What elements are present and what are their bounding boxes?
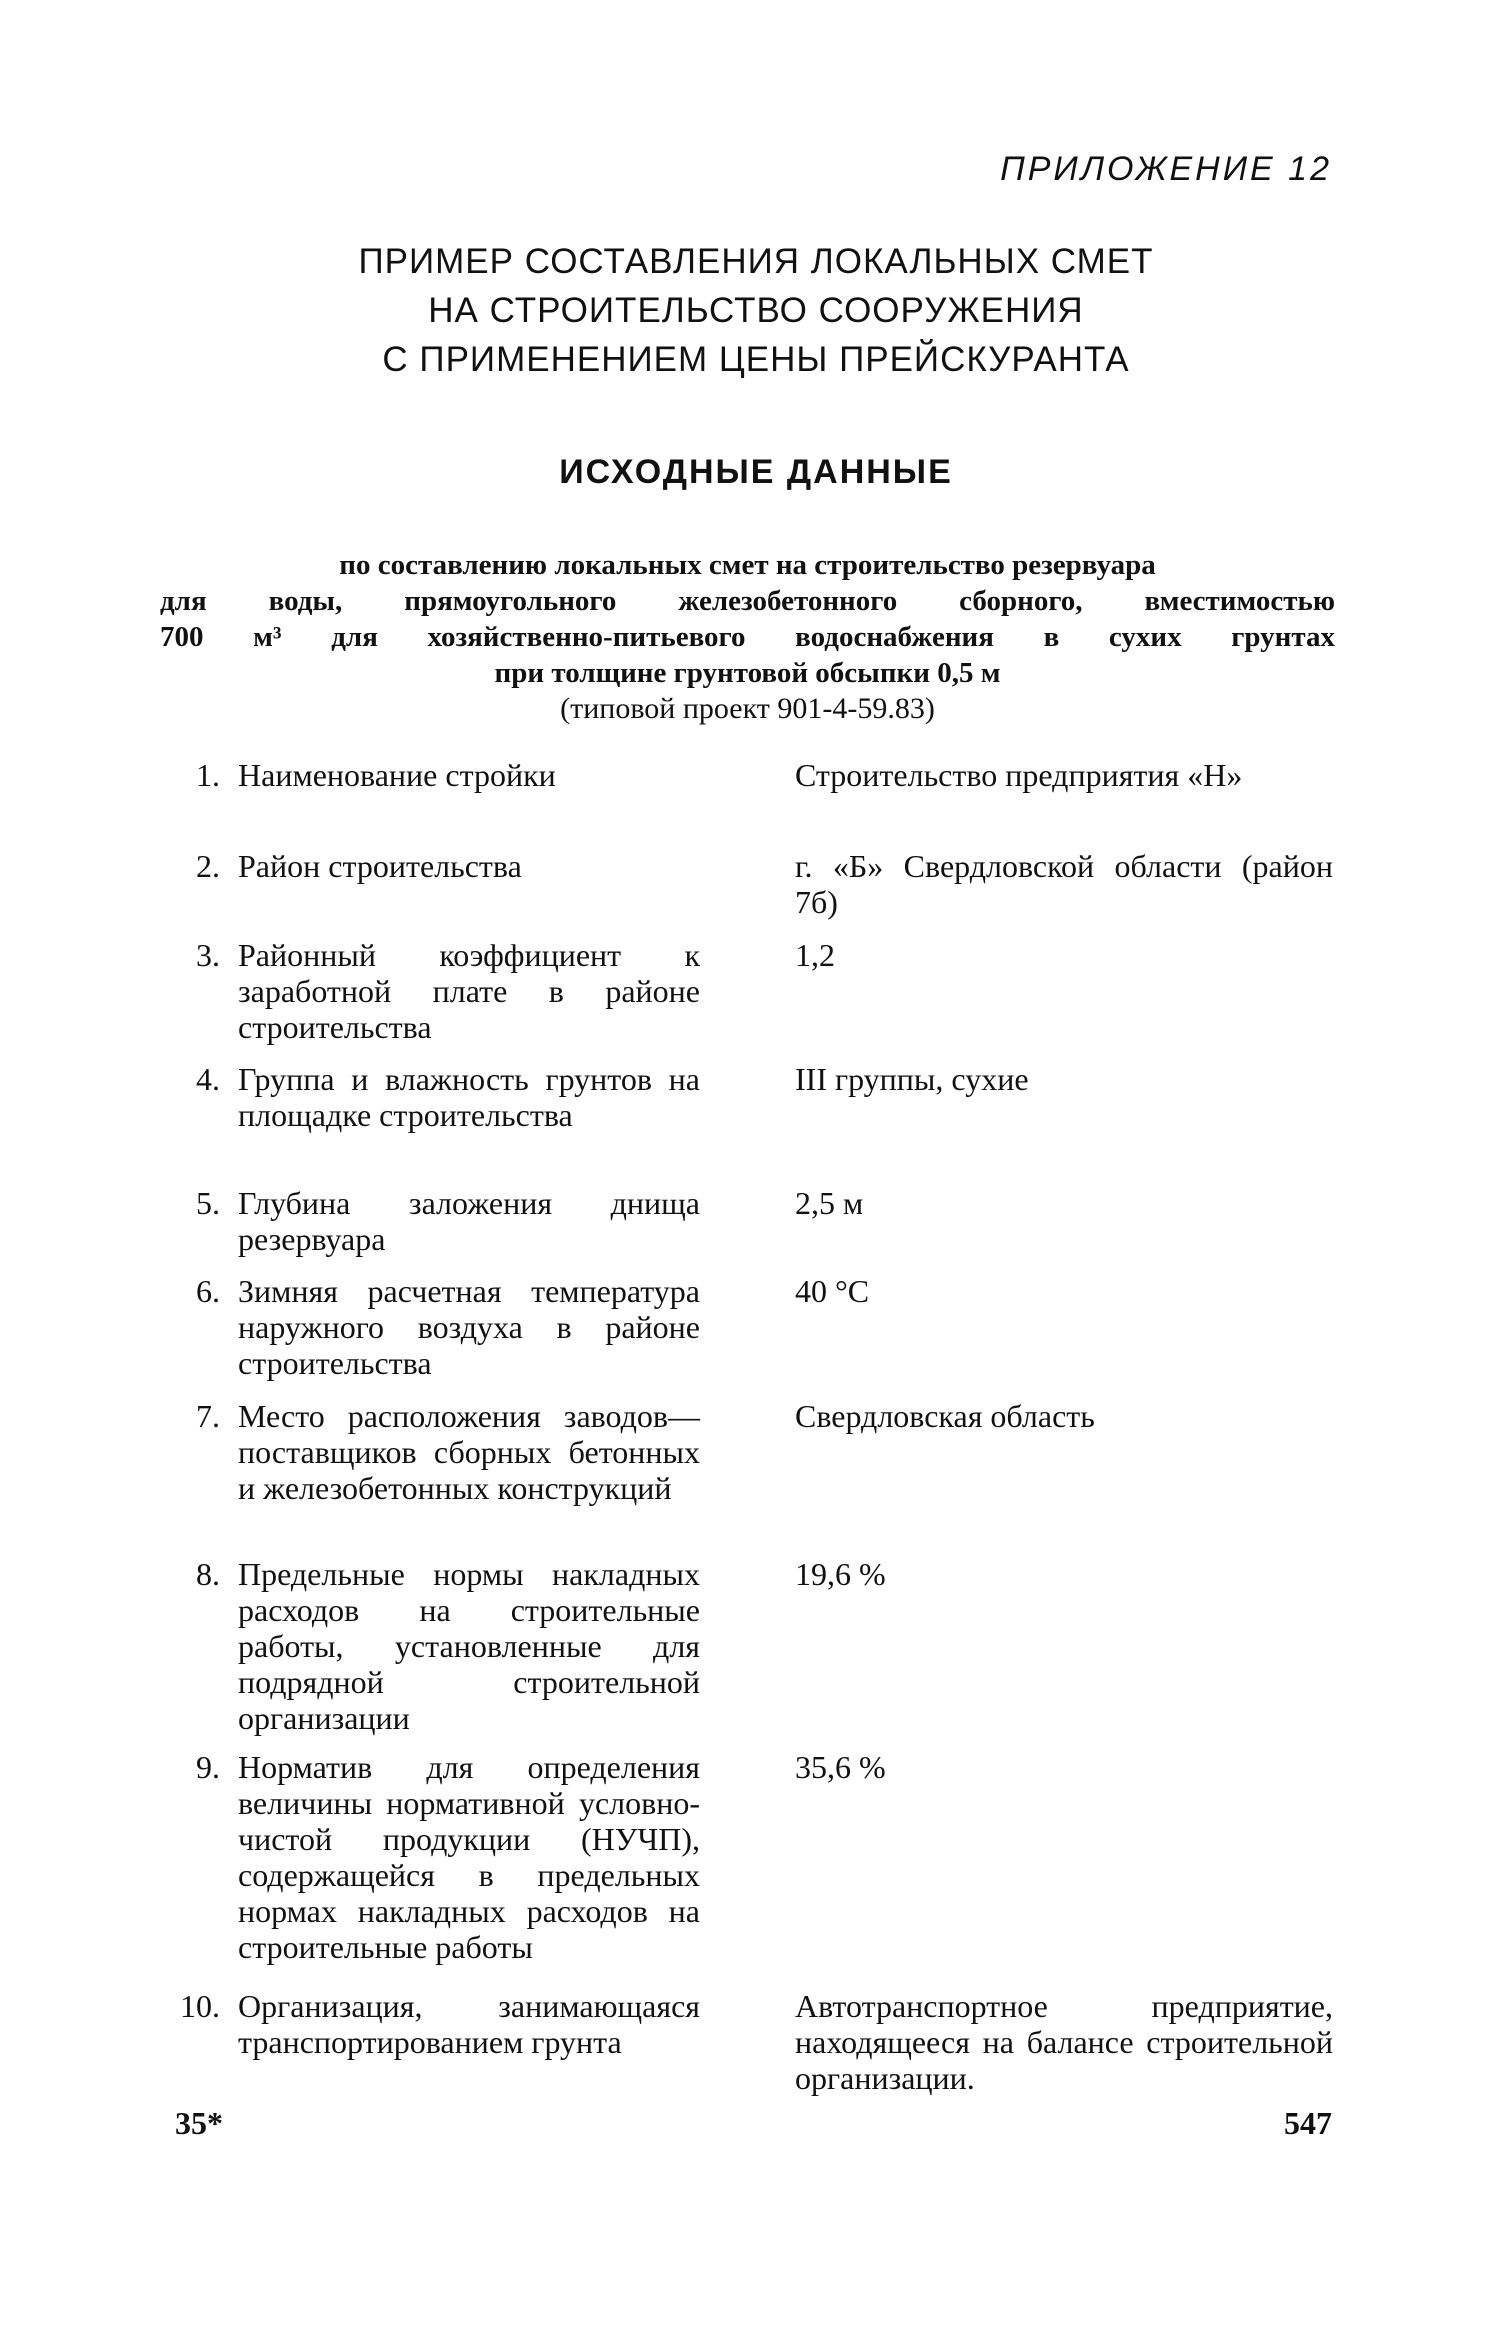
item-label: Группа и влажность грунтов на площадке строительства <box>238 1061 700 1133</box>
description-line-1: по составлению локальных смет на строительство резервуара <box>339 549 1156 581</box>
item-label: Место расположения заводов—поставщиков сборных бетонных и железобетонных конструкций <box>238 1398 700 1506</box>
item-value: 35,6 % <box>795 1749 886 1785</box>
item-value: 40 °С <box>795 1273 870 1309</box>
item-number: 3. <box>196 937 220 973</box>
item-value: 2,5 м <box>795 1185 864 1221</box>
item-value: Автотранспортное предприятие, находящееся на балансе строительной организации. <box>795 1988 1333 2096</box>
item-label: Организация, занимающаяся транспортированием грунта <box>238 1988 700 2060</box>
section-title: ИСХОДНЫЕ ДАННЫЕ <box>559 453 953 491</box>
item-value: г. «Б» Свердловской области (район 7б) <box>795 848 1333 920</box>
item-number: 8. <box>196 1556 220 1592</box>
item-label: Наименование стройки <box>238 757 556 793</box>
description-line-2: для воды, прямоугольного железобетонного сборного, вместимостью <box>160 585 1335 617</box>
description-line-3: 700 м³ для хозяйственно-питьевого водоснабжения в сухих грунтах <box>160 621 1335 653</box>
document-title <box>0 237 1512 384</box>
item-number: 2. <box>196 848 220 884</box>
item-number: 9. <box>196 1749 220 1785</box>
item-number: 4. <box>196 1061 220 1097</box>
description-block <box>160 547 1335 727</box>
description-line-4: при толщине грунтовой обсыпки 0,5 м <box>494 657 1001 689</box>
item-label: Предельные нормы накладных расходов на строительные работы, установленные для подрядной строительной организации <box>238 1556 700 1736</box>
item-number: 6. <box>196 1273 220 1309</box>
item-label: Район строительства <box>238 848 522 884</box>
item-label: Районный коэффициент к заработной плате в районе строительства <box>238 937 700 1045</box>
appendix-label: ПРИЛОЖЕНИЕ 12 <box>1000 150 1332 188</box>
title-line-1: ПРИМЕР СОСТАВЛЕНИЯ ЛОКАЛЬНЫХ СМЕТ <box>358 242 1154 281</box>
item-number: 1. <box>196 757 220 793</box>
item-value: III группы, сухие <box>795 1061 1029 1097</box>
item-value: 1,2 <box>795 937 835 973</box>
project-reference: (типовой проект 901-4-59.83) <box>560 692 935 725</box>
item-value: Свердловская область <box>795 1398 1095 1434</box>
item-number: 10. <box>180 1988 220 2024</box>
item-number: 5. <box>196 1185 220 1221</box>
item-value: Строительство предприятия «Н» <box>795 757 1243 793</box>
signature-mark: 35* <box>175 2105 223 2141</box>
item-label: Глубина заложения днища резервуара <box>238 1185 700 1257</box>
item-label: Зимняя расчетная температура наружного воздуха в районе строительства <box>238 1273 700 1381</box>
item-number: 7. <box>196 1398 220 1434</box>
title-line-2: НА СТРОИТЕЛЬСТВО СООРУЖЕНИЯ <box>428 291 1084 330</box>
item-value: 19,6 % <box>795 1556 886 1592</box>
item-label: Норматив для определения величины нормативной условно-чистой продукции (НУЧП), содержащейся в предельных нормах накладных расходов на строительные работы <box>238 1749 700 1965</box>
title-line-3: С ПРИМЕНЕНИЕМ ЦЕНЫ ПРЕЙСКУРАНТА <box>382 340 1130 379</box>
page-number: 547 <box>1284 2105 1332 2141</box>
